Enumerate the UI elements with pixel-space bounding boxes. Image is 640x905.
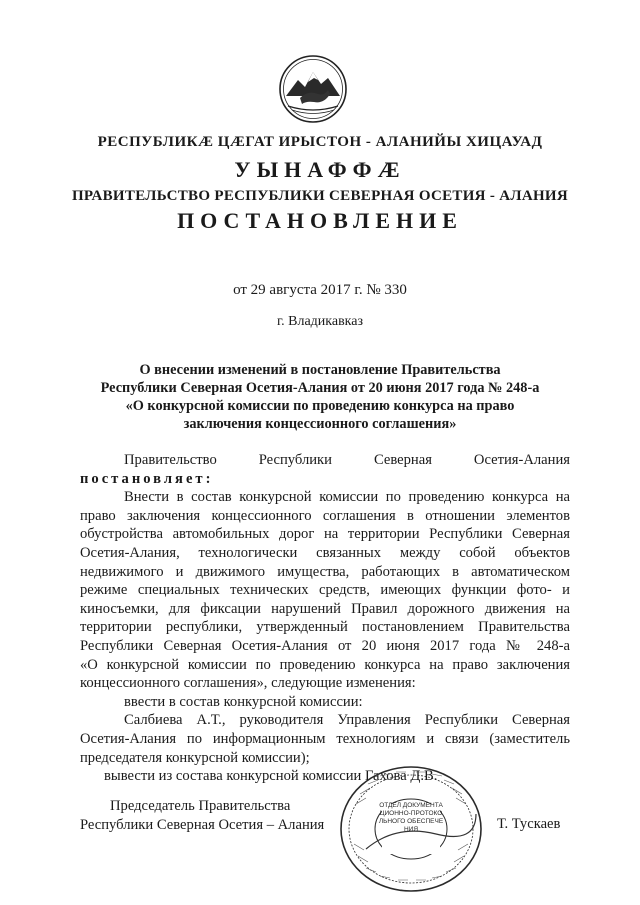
paragraph-line: киносъемки, для фиксации нарушений Правил дорожного движения на bbox=[80, 600, 570, 617]
preamble-line bbox=[80, 451, 570, 470]
document-city: г. Владикавказ bbox=[276, 314, 364, 329]
subject-line: Республики Северная Осетия-Алания от 20 июня 2017 года № 248-а bbox=[100, 380, 540, 396]
document-date-number: от 29 августа 2017 г. № 330 bbox=[233, 282, 407, 298]
paragraph-line: Осетия-Алания, технологически связанных между собой объектов bbox=[80, 544, 570, 561]
member-line: председателя конкурсной комиссии); bbox=[80, 749, 310, 766]
subject-line: заключения концессионного соглашения» bbox=[183, 416, 457, 432]
paragraph-line: «О конкурсной комиссии по проведению конкурса на право заключения bbox=[80, 656, 570, 673]
subject-line: О внесении изменений в постановление Правительства bbox=[139, 362, 501, 378]
paragraph-line: обустройства автомобильных дорог на территории Республики Северная bbox=[80, 526, 570, 543]
signatory-position-line: Председатель Правительства bbox=[110, 798, 291, 814]
paragraph-line: право заключения концессионного соглашения в отношении элементов bbox=[80, 507, 570, 524]
subject-line: «О конкурсной комиссии по проведению конкурса на право bbox=[125, 398, 515, 414]
document-type-ossetian: УЫНАФФӔ bbox=[234, 157, 406, 182]
preamble-word: Осетия-Алания bbox=[473, 452, 570, 468]
preamble-word: Правительство bbox=[124, 452, 217, 468]
republic-ossetian-heading: РЕСПУБЛИКӔ ЦӔГАТ ИРЫСТОН - АЛАНИЙЫ ХИЦАУАД bbox=[97, 134, 543, 150]
document-body bbox=[80, 451, 570, 786]
member-line: Салбиева А.Т., руководителя Управления Республики Северная bbox=[124, 712, 570, 729]
member-line: Осетия-Алания по информационным технологиям и связи (заместитель bbox=[80, 730, 570, 747]
paragraph-line: территории республики, утвержденный постановлением Правительства bbox=[80, 619, 570, 636]
decree-word: постановляет: bbox=[80, 470, 214, 487]
coat-of-arms-emblem bbox=[278, 54, 348, 124]
paragraph-line: режиме специальных технических средств, имеющих функции фото- и bbox=[80, 582, 570, 599]
signatory-position-line: Республики Северная Осетия – Алания bbox=[80, 817, 325, 833]
stamp-center-text: ОТДЕЛ ДОКУМЕНТАЦИОННО-ПРОТОКОЛЬНОГО ОБЕСПЕЧЕНИЯ bbox=[378, 802, 444, 833]
paragraph-line: Внести в состав конкурсной комиссии по проведению конкурса на bbox=[124, 489, 570, 506]
signatory-name: Т. Тускаев bbox=[497, 816, 561, 832]
preamble-word: Северная bbox=[373, 452, 432, 468]
paragraph-line: Республики Северная Осетия-Алания от 20 июня 2017 года № 248-а bbox=[80, 637, 570, 654]
document-type-russian: ПОСТАНОВЛЕНИЕ bbox=[177, 208, 463, 233]
paragraph-line: недвижимого и движимого имущества, работающих в автоматическом bbox=[80, 563, 570, 580]
republic-russian-heading: ПРАВИТЕЛЬСТВО РЕСПУБЛИКИ СЕВЕРНАЯ ОСЕТИЯ - АЛАНИЯ bbox=[71, 188, 569, 204]
remove-member-line: вывести из состава конкурсной комиссии Гахова Д.В. bbox=[104, 768, 438, 785]
document-subject bbox=[80, 361, 560, 433]
add-members-heading: ввести в состав конкурсной комиссии: bbox=[124, 693, 363, 710]
official-stamp bbox=[336, 764, 486, 894]
signatory-position bbox=[80, 797, 324, 835]
preamble-word: Республики bbox=[258, 452, 332, 468]
paragraph-line: концессионного соглашения», следующие изменения: bbox=[80, 675, 416, 692]
